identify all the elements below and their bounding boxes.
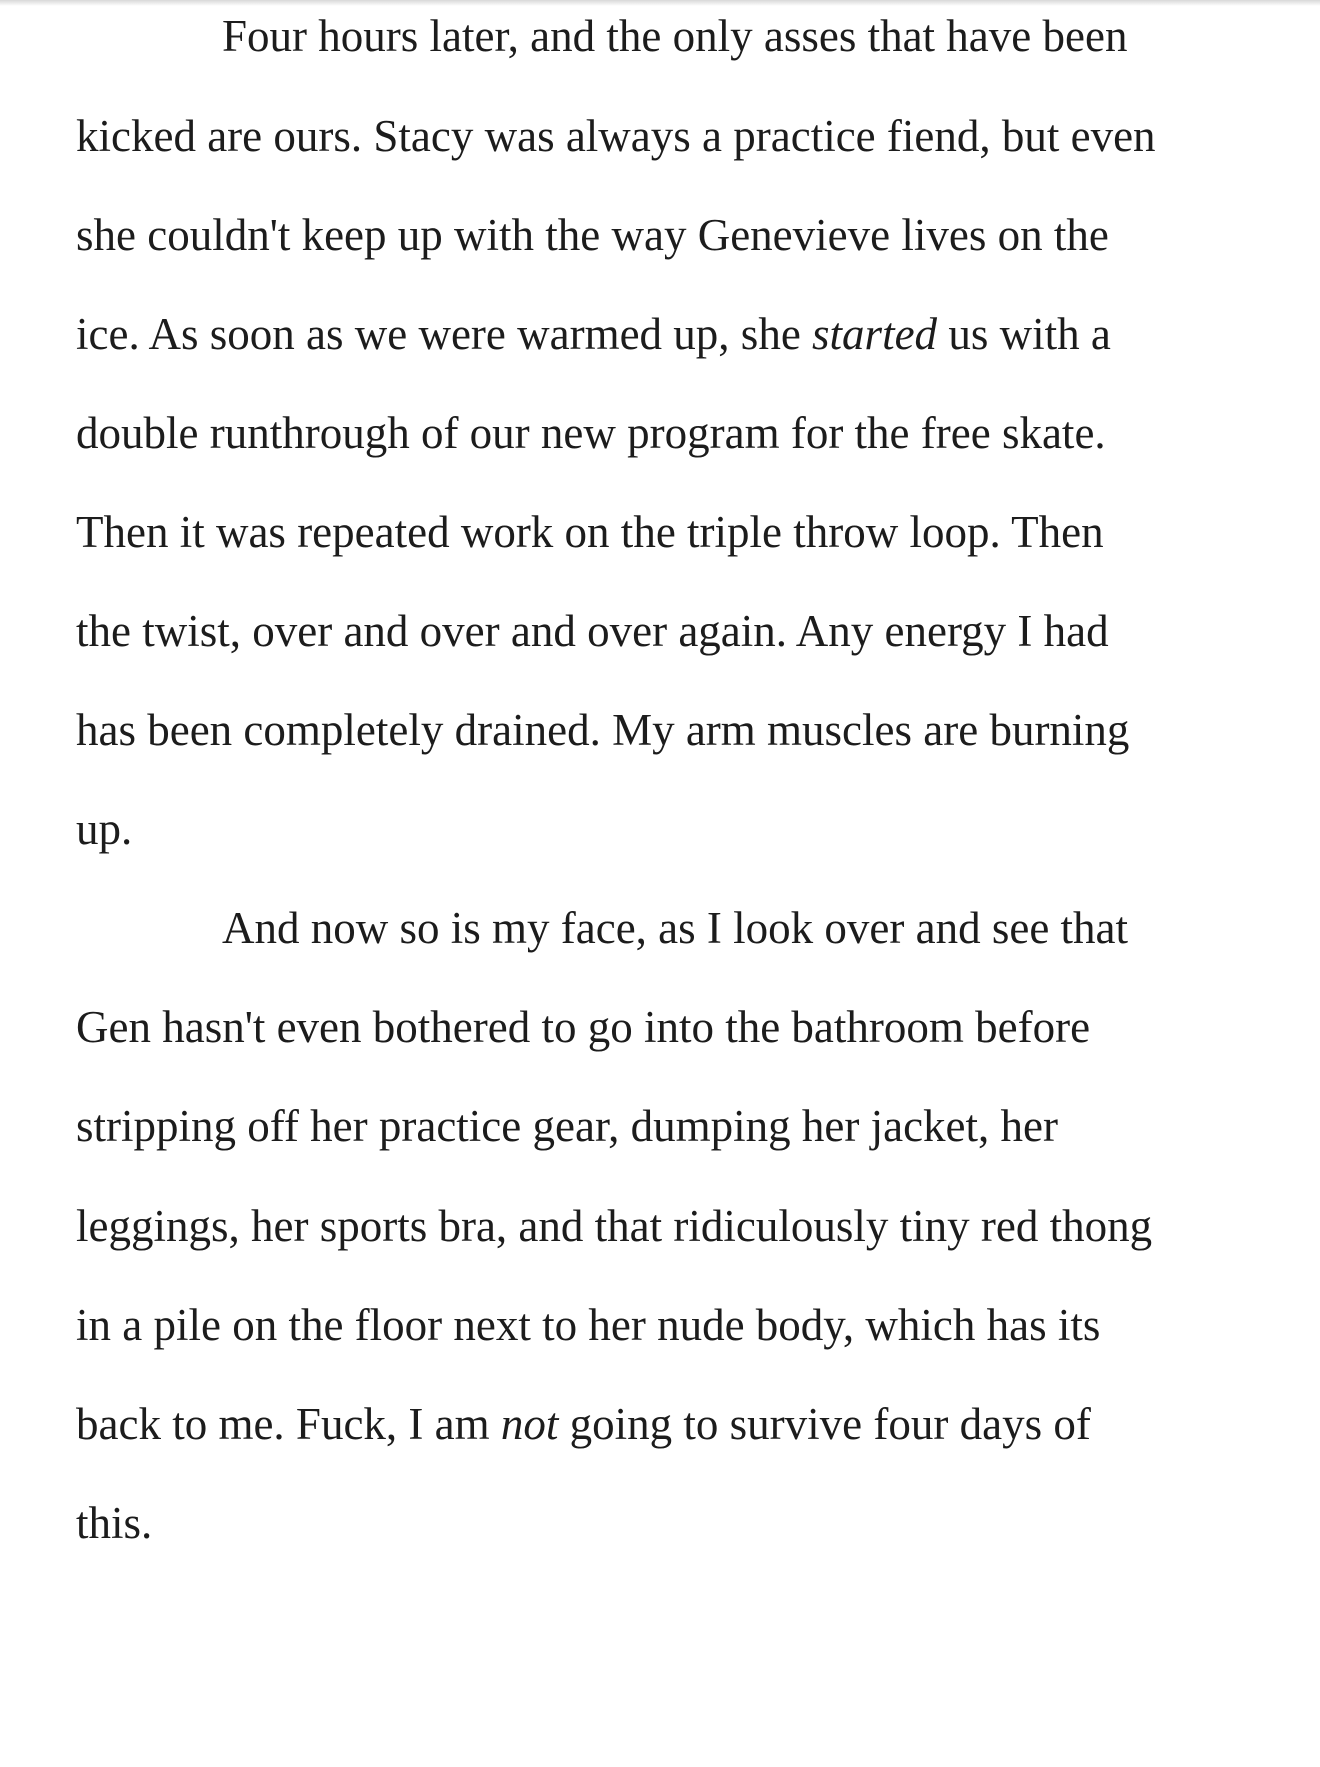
emphasized-word: started bbox=[812, 309, 938, 359]
paragraph-1-line-7: the twist, over and over and over again. Any energy I had bbox=[76, 606, 1109, 656]
paragraph-2-line-2: Gen hasn't even bothered to go into the bathroom before bbox=[76, 1002, 1091, 1052]
line-text-before-emphasis: back to me. Fuck, I am bbox=[76, 1399, 501, 1449]
paragraph-1-line-9: up. bbox=[76, 804, 133, 854]
paragraph-1-line-8 bbox=[76, 700, 1129, 760]
line-text-before-highlight: has been completely bbox=[76, 705, 455, 755]
paragraph-1-line-1: Four hours later, and the only asses that have been bbox=[222, 11, 1128, 61]
line-text-after-emphasis: us with a bbox=[937, 309, 1111, 359]
paragraph-2-line-5: in a pile on the floor next to her nude body, which has its bbox=[76, 1300, 1101, 1350]
paragraph-2-line-7: this. bbox=[76, 1498, 153, 1548]
paragraph-1-line-5: double runthrough of our new program for the free skate. bbox=[76, 408, 1106, 458]
paragraph-2-line-3: stripping off her practice gear, dumping her jacket, her bbox=[76, 1101, 1058, 1151]
paragraph-2-line-6 bbox=[76, 1394, 1091, 1454]
emphasized-word: not bbox=[500, 1399, 559, 1449]
paragraph-1-line-3: she couldn't keep up with the way Genevieve lives on the bbox=[76, 210, 1109, 260]
paragraph-1-line-2: kicked are ours. Stacy was always a practice fiend, but even bbox=[76, 111, 1156, 161]
paragraph-2-line-4: leggings, her sports bra, and that ridiculously tiny red thong bbox=[76, 1201, 1153, 1251]
text-selection-highlight[interactable]: drain bbox=[455, 700, 547, 760]
paragraph-1-line-4 bbox=[76, 304, 1111, 364]
paragraph-2-line-1: And now so is my face, as I look over and see that bbox=[222, 903, 1129, 953]
line-text-after-emphasis: going to survive four days of bbox=[558, 1399, 1091, 1449]
line-text-before-emphasis: ice. As soon as we were warmed up, she bbox=[76, 309, 813, 359]
line-text-after-highlight: ed. My arm muscles are burning bbox=[547, 705, 1130, 755]
paragraph-1-line-6: Then it was repeated work on the triple throw loop. Then bbox=[76, 507, 1104, 557]
